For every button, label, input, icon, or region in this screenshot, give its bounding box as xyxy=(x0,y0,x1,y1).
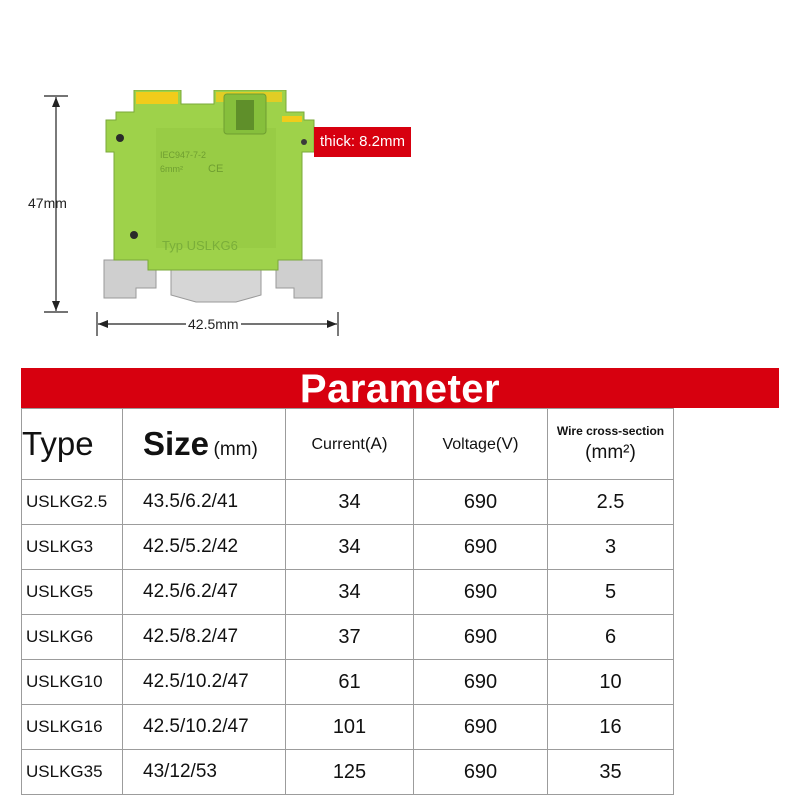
cell-size: 42.5/10.2/47 xyxy=(123,660,286,705)
cell-size: 43.5/6.2/41 xyxy=(123,480,286,525)
header-size-label: Size xyxy=(143,425,210,462)
marking-rating: 6mm² xyxy=(160,164,183,174)
cell-empty xyxy=(674,705,778,750)
cell-current: 61 xyxy=(286,660,414,705)
cell-empty xyxy=(674,615,778,660)
parameter-banner: Parameter xyxy=(21,368,779,408)
cell-size: 43/12/53 xyxy=(123,750,286,795)
cell-empty xyxy=(674,525,778,570)
cell-voltage: 690 xyxy=(414,705,548,750)
cell-type: USLKG2.5 xyxy=(22,480,123,525)
header-size-unit: (mm) xyxy=(213,439,258,460)
cell-current: 34 xyxy=(286,570,414,615)
table-row xyxy=(22,750,778,795)
cell-voltage: 690 xyxy=(414,660,548,705)
cell-type: USLKG16 xyxy=(22,705,123,750)
cell-wire: 5 xyxy=(548,570,674,615)
cell-empty xyxy=(674,660,778,705)
header-current-unit: (A) xyxy=(364,434,388,453)
cell-wire: 2.5 xyxy=(548,480,674,525)
cell-current: 101 xyxy=(286,705,414,750)
table-header-row xyxy=(22,409,778,480)
cell-empty xyxy=(674,750,778,795)
header-current-label: Current xyxy=(311,436,365,453)
cell-type: USLKG35 xyxy=(22,750,123,795)
header-wire xyxy=(548,409,674,480)
header-wire-label: Wire cross-section xyxy=(556,424,665,438)
cell-wire: 16 xyxy=(548,705,674,750)
cell-size: 42.5/5.2/42 xyxy=(123,525,286,570)
marking-standard: IEC947-7-2 xyxy=(160,150,207,160)
table-row xyxy=(22,525,778,570)
cell-type: USLKG5 xyxy=(22,570,123,615)
header-empty xyxy=(674,409,778,480)
header-voltage-label: Voltage xyxy=(442,436,496,453)
header-size xyxy=(123,409,286,480)
table-row xyxy=(22,480,778,525)
header-current xyxy=(286,409,414,480)
cell-size: 42.5/10.2/47 xyxy=(123,705,286,750)
marking-ce: CE xyxy=(208,163,224,175)
cell-voltage: 690 xyxy=(414,570,548,615)
marking-model: Typ USLKG6 xyxy=(162,238,238,253)
cell-wire: 10 xyxy=(548,660,674,705)
cell-current: 34 xyxy=(286,525,414,570)
cell-empty xyxy=(674,570,778,615)
cell-wire: 6 xyxy=(548,615,674,660)
cell-size: 42.5/6.2/47 xyxy=(123,570,286,615)
parameter-table xyxy=(21,408,778,795)
cell-voltage: 690 xyxy=(414,480,548,525)
cell-current: 34 xyxy=(286,480,414,525)
table-row xyxy=(22,570,778,615)
thickness-badge: thick: 8.2mm xyxy=(314,127,411,157)
header-type: Type xyxy=(22,409,123,480)
header-voltage xyxy=(414,409,548,480)
cell-current: 37 xyxy=(286,615,414,660)
cell-voltage: 690 xyxy=(414,525,548,570)
height-dimension-label: 47mm xyxy=(28,195,67,211)
cell-type: USLKG10 xyxy=(22,660,123,705)
cell-current: 125 xyxy=(286,750,414,795)
cell-voltage: 690 xyxy=(414,750,548,795)
table-row xyxy=(22,660,778,705)
cell-type: USLKG3 xyxy=(22,525,123,570)
table-row xyxy=(22,705,778,750)
table-row xyxy=(22,615,778,660)
cell-empty xyxy=(674,480,778,525)
header-voltage-unit: (V) xyxy=(495,434,519,453)
cell-voltage: 690 xyxy=(414,615,548,660)
terminal-block-image xyxy=(96,90,326,305)
cell-type: USLKG6 xyxy=(22,615,123,660)
width-dimension-label: 42.5mm xyxy=(188,316,239,332)
header-wire-unit: (mm²) xyxy=(585,442,636,463)
cell-size: 42.5/8.2/47 xyxy=(123,615,286,660)
cell-wire: 35 xyxy=(548,750,674,795)
cell-wire: 3 xyxy=(548,525,674,570)
